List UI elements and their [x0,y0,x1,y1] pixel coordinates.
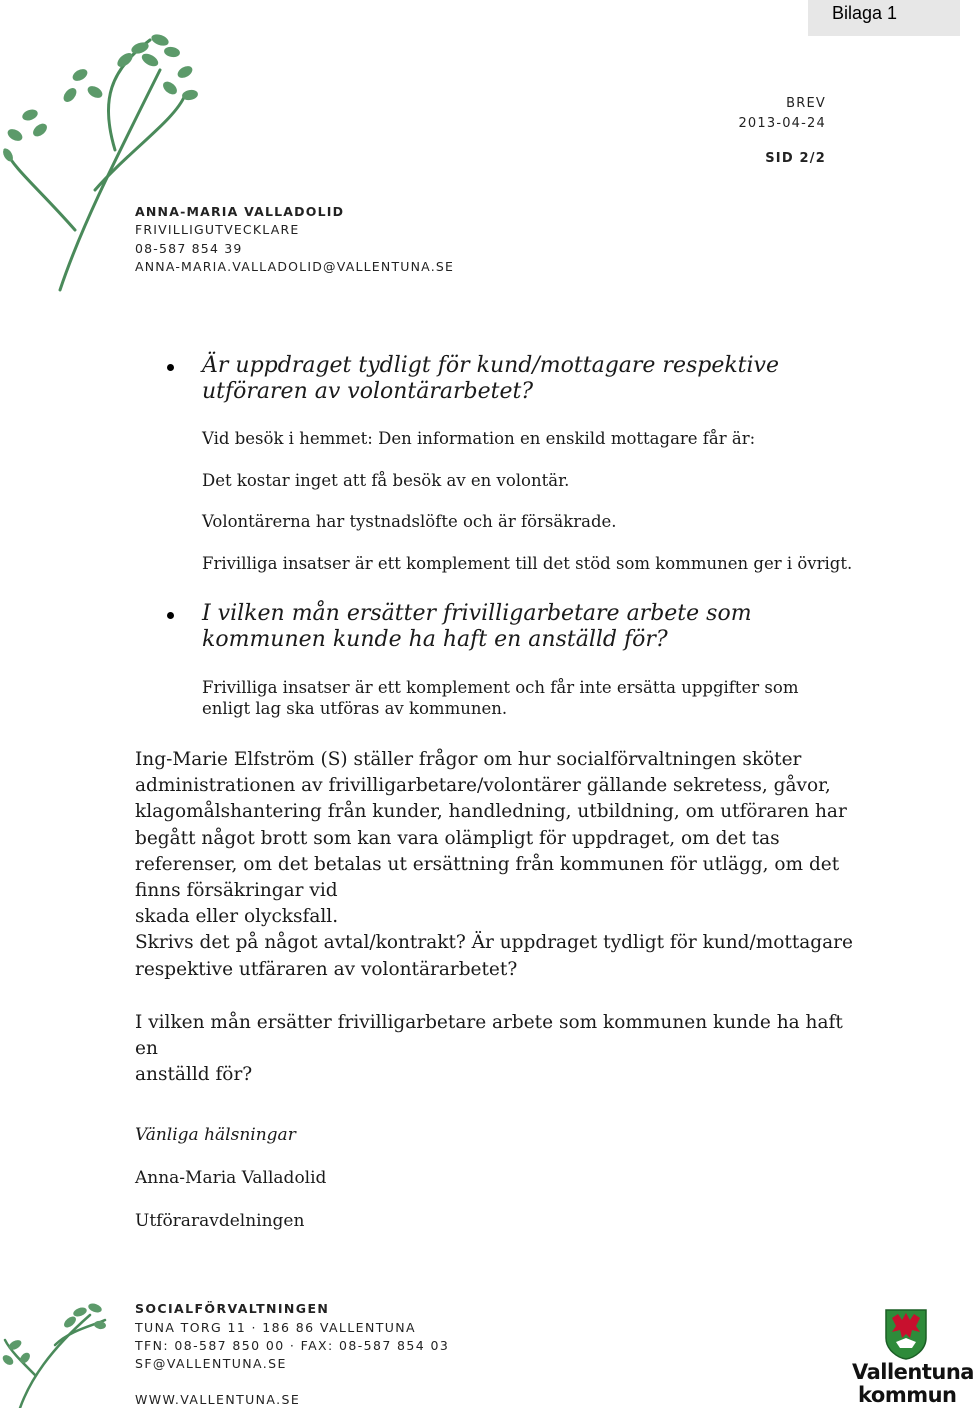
logo-line2: kommun [858,1383,957,1407]
coat-of-arms-icon [884,1308,928,1360]
body-line: finns försäkringar vid [135,880,338,902]
attachment-tag [808,0,960,36]
answer-line: Volontärerna har tystnadslöfte och är försäkrade. [202,512,617,531]
closing-name: Anna-Maria Valladolid [135,1168,327,1188]
logo-line1: Vallentuna [852,1360,974,1384]
body-line: I vilken mån ersätter frivilligarbetare arbete som kommunen kunde ha haft en [135,1012,843,1060]
doc-date: 2013-04-24 [738,116,826,131]
answer-line: Frivilliga insatser är ett komplement och får inte ersätta uppgifter som enligt lag ska utföras av kommunen. [202,678,799,718]
closing-greeting: Vänliga hälsningar [135,1125,296,1145]
body-line: respektive utfäraren av volontärarbetet? [135,958,518,980]
sender-name: ANNA-MARIA VALLADOLID [135,204,345,219]
doc-type: BREV [786,96,826,111]
answer-line: Frivilliga insatser är ett komplement till det stöd som kommunen ger i övrigt. [202,554,853,573]
body-line: anställd för? [135,1064,253,1086]
body-line: Ing-Marie Elfström (S) ställer frågor om hur socialförvaltningen sköter [135,749,802,770]
question-heading: Är uppdraget tydligt för kund/mottagare respektive utföraren av volontärarbetet? [202,353,780,404]
bullet-icon [167,364,174,371]
answer-line: Vid besök i hemmet: Den information en enskild mottagare får är: [202,429,756,448]
attachment-tag-label: Bilaga 1 [832,3,898,23]
page-number: SID 2/2 [765,151,826,166]
footer-email: SF@VALLENTUNA.SE [135,1356,287,1371]
body-paragraph [135,1010,855,1089]
bullet-icon [167,612,174,619]
body-paragraph [135,747,855,983]
body-line: skada eller olycksfall. [135,906,339,928]
footer-org: SOCIALFÖRVALTNINGEN [135,1301,330,1316]
question-heading: I vilken mån ersätter frivilligarbetare arbete som kommunen kunde ha haft en anställd för? [202,601,752,652]
footer-address: TUNA TORG 11 · 186 86 VALLENTUNA [135,1320,416,1335]
footer-website: WWW.VALLENTUNA.SE [135,1392,301,1407]
footer-phones: TFN: 08-587 850 00 · FAX: 08-587 854 03 [135,1338,450,1353]
body-line: begått något brott som kan vara olämpligt för uppdraget, om det tas [135,827,780,849]
body-line: klagomålshantering från kunder, handledning, utbildning, om utföraren har [135,801,847,823]
sender-title: FRIVILLIGUTVECKLARE [135,222,300,237]
sender-email: ANNA-MARIA.VALLADOLID@VALLENTUNA.SE [135,259,455,274]
answer-line: Det kostar inget att få besök av en volontär. [202,471,570,490]
closing-department: Utföraravdelningen [135,1211,305,1231]
sender-phone: 08-587 854 39 [135,241,243,256]
body-line: Skrivs det på något avtal/kontrakt? Är uppdraget tydligt för kund/mottagare [135,932,853,954]
footer-leaf-icon [0,1290,110,1408]
body-line: administrationen av frivilligarbetare/volontärer gällande sekretess, gåvor, [135,775,831,797]
body-line: referenser, om det betalas ut ersättning från kommunen för utlägg, om det [135,853,840,875]
